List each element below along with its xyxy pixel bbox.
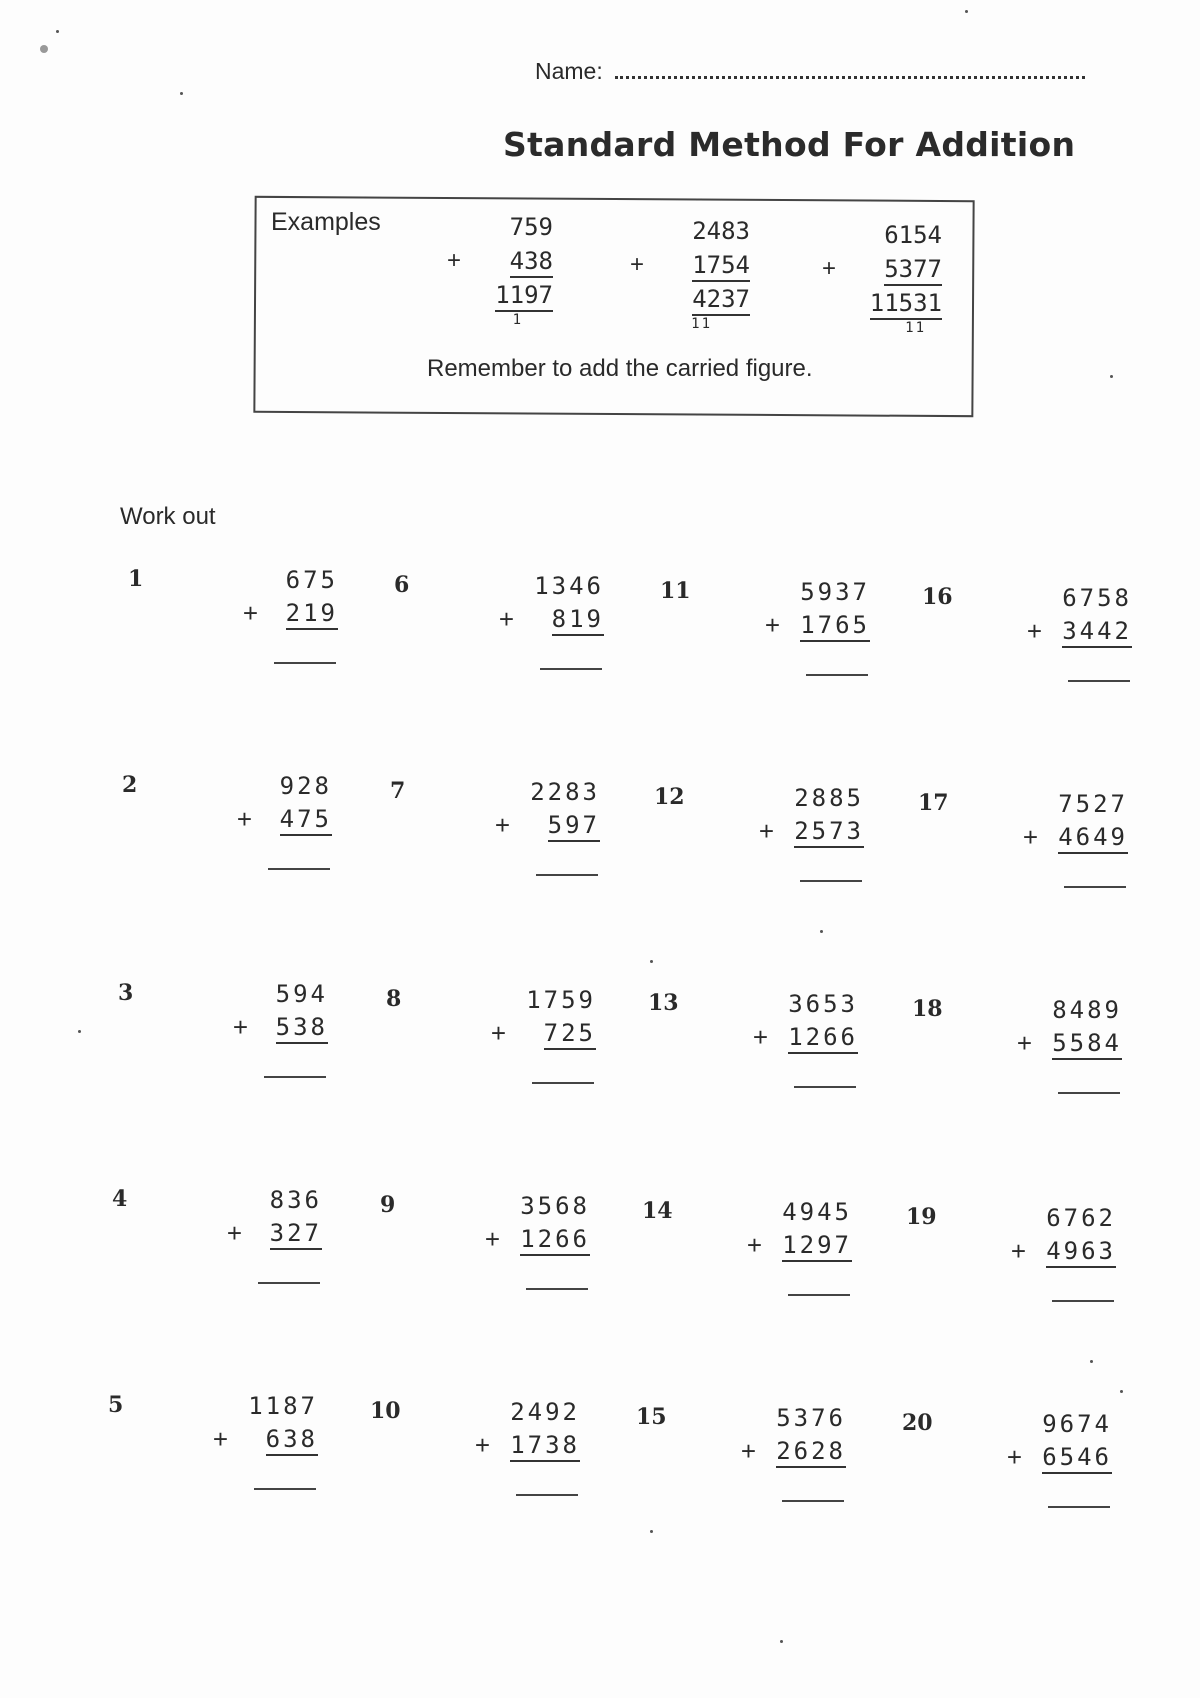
problem-bottom-number: 1765 [800,610,870,642]
instruction-label: Work out [120,503,216,530]
problem-number: 12 [654,784,685,810]
problem-number: 15 [636,1404,667,1430]
problem [906,1204,1126,1324]
plus-sign: + [447,247,462,274]
problem-number: 17 [918,790,949,816]
problem-number: 7 [390,778,406,804]
example-carry: 11 [905,320,926,336]
example-top-number: 6154 [884,221,942,249]
problem-top-number: 1187 [248,1392,318,1420]
problem-top-number: 675 [285,566,338,594]
answer-line[interactable] [1068,680,1130,682]
problem-number: 6 [394,572,410,598]
problem [122,772,342,892]
plus-sign: + [1006,1442,1022,1472]
plus-sign: + [212,1424,228,1454]
scan-speck [1120,1390,1123,1393]
problem-top-number: 6758 [1062,584,1132,612]
example-sum [822,218,942,338]
problem [380,1192,600,1312]
plus-sign: + [758,816,774,846]
problem-number: 18 [912,996,943,1022]
problem-top-number: 5376 [776,1404,846,1432]
problem [648,990,868,1110]
answer-line[interactable] [800,880,862,882]
answer-line[interactable] [526,1288,588,1290]
carry-reminder: Remember to add the carried figure. [427,355,813,382]
answer-line[interactable] [536,874,598,876]
problem [128,566,348,686]
example-result: 4237 [692,284,750,316]
scan-speck [650,960,653,963]
problem [922,584,1142,704]
plus-sign: + [490,1018,506,1048]
answer-line[interactable] [274,662,336,664]
example-sum [433,210,553,330]
answer-line[interactable] [532,1082,594,1084]
plus-sign: + [498,604,514,634]
problem [394,572,614,692]
problem [918,790,1138,910]
example-top-number: 759 [509,213,553,241]
problem-top-number: 836 [269,1186,322,1214]
plus-sign: + [1022,822,1038,852]
problem-bottom-number: 1266 [520,1224,590,1256]
scan-speck [1110,375,1113,378]
problem-number: 20 [902,1410,933,1436]
plus-sign: + [232,1012,248,1042]
problem-bottom-number: 2573 [794,816,864,848]
problem-bottom-number: 725 [544,1018,596,1050]
problem [118,980,338,1100]
page-title: Standard Method For Addition [503,125,1076,164]
plus-sign: + [764,610,780,640]
problem [660,578,880,698]
problem-bottom-number: 4963 [1046,1236,1116,1268]
problem-bottom-number: 1297 [782,1230,852,1262]
problem-number: 14 [642,1198,673,1224]
example-top-number: 2483 [692,217,750,245]
answer-line[interactable] [254,1488,316,1490]
problem-top-number: 594 [275,980,328,1008]
answer-line[interactable] [1052,1300,1114,1302]
problem [112,1186,332,1306]
problem-bottom-number: 819 [552,604,604,636]
problem-number: 11 [660,578,691,604]
problem [370,1398,590,1518]
answer-line[interactable] [788,1294,850,1296]
plus-sign: + [484,1224,500,1254]
scan-speck [56,30,59,33]
problem-bottom-number: 4649 [1058,822,1128,854]
problem-top-number: 8489 [1052,996,1122,1024]
problem-top-number: 7527 [1058,790,1128,818]
plus-sign: + [740,1436,756,1466]
answer-line[interactable] [806,674,868,676]
plus-sign: + [1016,1028,1032,1058]
problem-number: 16 [922,584,953,610]
problem [636,1404,856,1524]
problem-number: 8 [386,986,402,1012]
problem-number: 19 [906,1204,937,1230]
problem-top-number: 2283 [530,778,600,806]
name-dotted-line[interactable] [615,70,1085,79]
answer-line[interactable] [516,1494,578,1496]
plus-sign: + [226,1218,242,1248]
answer-line[interactable] [1058,1092,1120,1094]
scan-speck [820,930,823,933]
problem-bottom-number: 475 [280,804,332,836]
problem-bottom-number: 2628 [776,1436,846,1468]
scan-speck [180,92,183,95]
example-bottom-number: 1754 [692,250,750,282]
problem [386,986,606,1106]
problem [642,1198,862,1318]
answer-line[interactable] [258,1282,320,1284]
problem-bottom-number: 3442 [1062,616,1132,648]
name-field[interactable] [535,58,1085,85]
problem-top-number: 1759 [526,986,596,1014]
plus-sign: + [1010,1236,1026,1266]
problem-bottom-number: 597 [548,810,600,842]
scan-speck [40,45,48,53]
answer-line[interactable] [268,868,330,870]
answer-line[interactable] [1064,886,1126,888]
plus-sign: + [242,598,258,628]
examples-label: Examples [271,208,381,236]
problem-number: 4 [112,1186,128,1212]
scan-speck [780,1640,783,1643]
problem-top-number: 2492 [510,1398,580,1426]
plus-sign: + [494,810,510,840]
example-result: 1197 [495,280,553,312]
plus-sign: + [474,1430,490,1460]
answer-line[interactable] [264,1076,326,1078]
problem-top-number: 1346 [534,572,604,600]
problem-top-number: 3568 [520,1192,590,1220]
answer-line[interactable] [540,668,602,670]
problem-top-number: 928 [279,772,332,800]
problem-top-number: 2885 [794,784,864,812]
example-bottom-number: 438 [510,246,553,278]
problem-number: 3 [118,980,134,1006]
name-label: Name: [535,58,603,84]
answer-line[interactable] [782,1500,844,1502]
answer-line[interactable] [794,1086,856,1088]
problem-top-number: 9674 [1042,1410,1112,1438]
plus-sign: + [752,1022,768,1052]
problem-bottom-number: 1738 [510,1430,580,1462]
example-bottom-number: 5377 [884,254,942,286]
scan-speck [965,10,968,13]
scan-speck [78,1030,81,1033]
problem [912,996,1132,1116]
problem [108,1392,328,1512]
example-carry: 11 [691,316,712,332]
problem-number: 9 [380,1192,396,1218]
problem [654,784,874,904]
plus-sign: + [630,251,645,278]
example-carry: 1 [512,312,523,328]
plus-sign: + [822,255,837,282]
problem-number: 5 [108,1392,124,1418]
problem-bottom-number: 638 [266,1424,318,1456]
example-result: 11531 [870,288,942,320]
scan-speck [1090,1360,1093,1363]
problem-bottom-number: 327 [270,1218,322,1250]
problem-bottom-number: 538 [276,1012,328,1044]
problem-top-number: 5937 [800,578,870,606]
example-sum [630,214,750,334]
problem-number: 10 [370,1398,401,1424]
problem-bottom-number: 6546 [1042,1442,1112,1474]
plus-sign: + [1026,616,1042,646]
problem-bottom-number: 5584 [1052,1028,1122,1060]
problem-top-number: 4945 [782,1198,852,1226]
problem-number: 2 [122,772,138,798]
plus-sign: + [236,804,252,834]
plus-sign: + [746,1230,762,1260]
scan-speck [650,1530,653,1533]
problem [902,1410,1122,1530]
problem-number: 13 [648,990,679,1016]
problem [390,778,610,898]
problem-bottom-number: 1266 [788,1022,858,1054]
answer-line[interactable] [1048,1506,1110,1508]
problem-top-number: 6762 [1046,1204,1116,1232]
problem-number: 1 [128,566,144,592]
problem-top-number: 3653 [788,990,858,1018]
problem-bottom-number: 219 [286,598,338,630]
